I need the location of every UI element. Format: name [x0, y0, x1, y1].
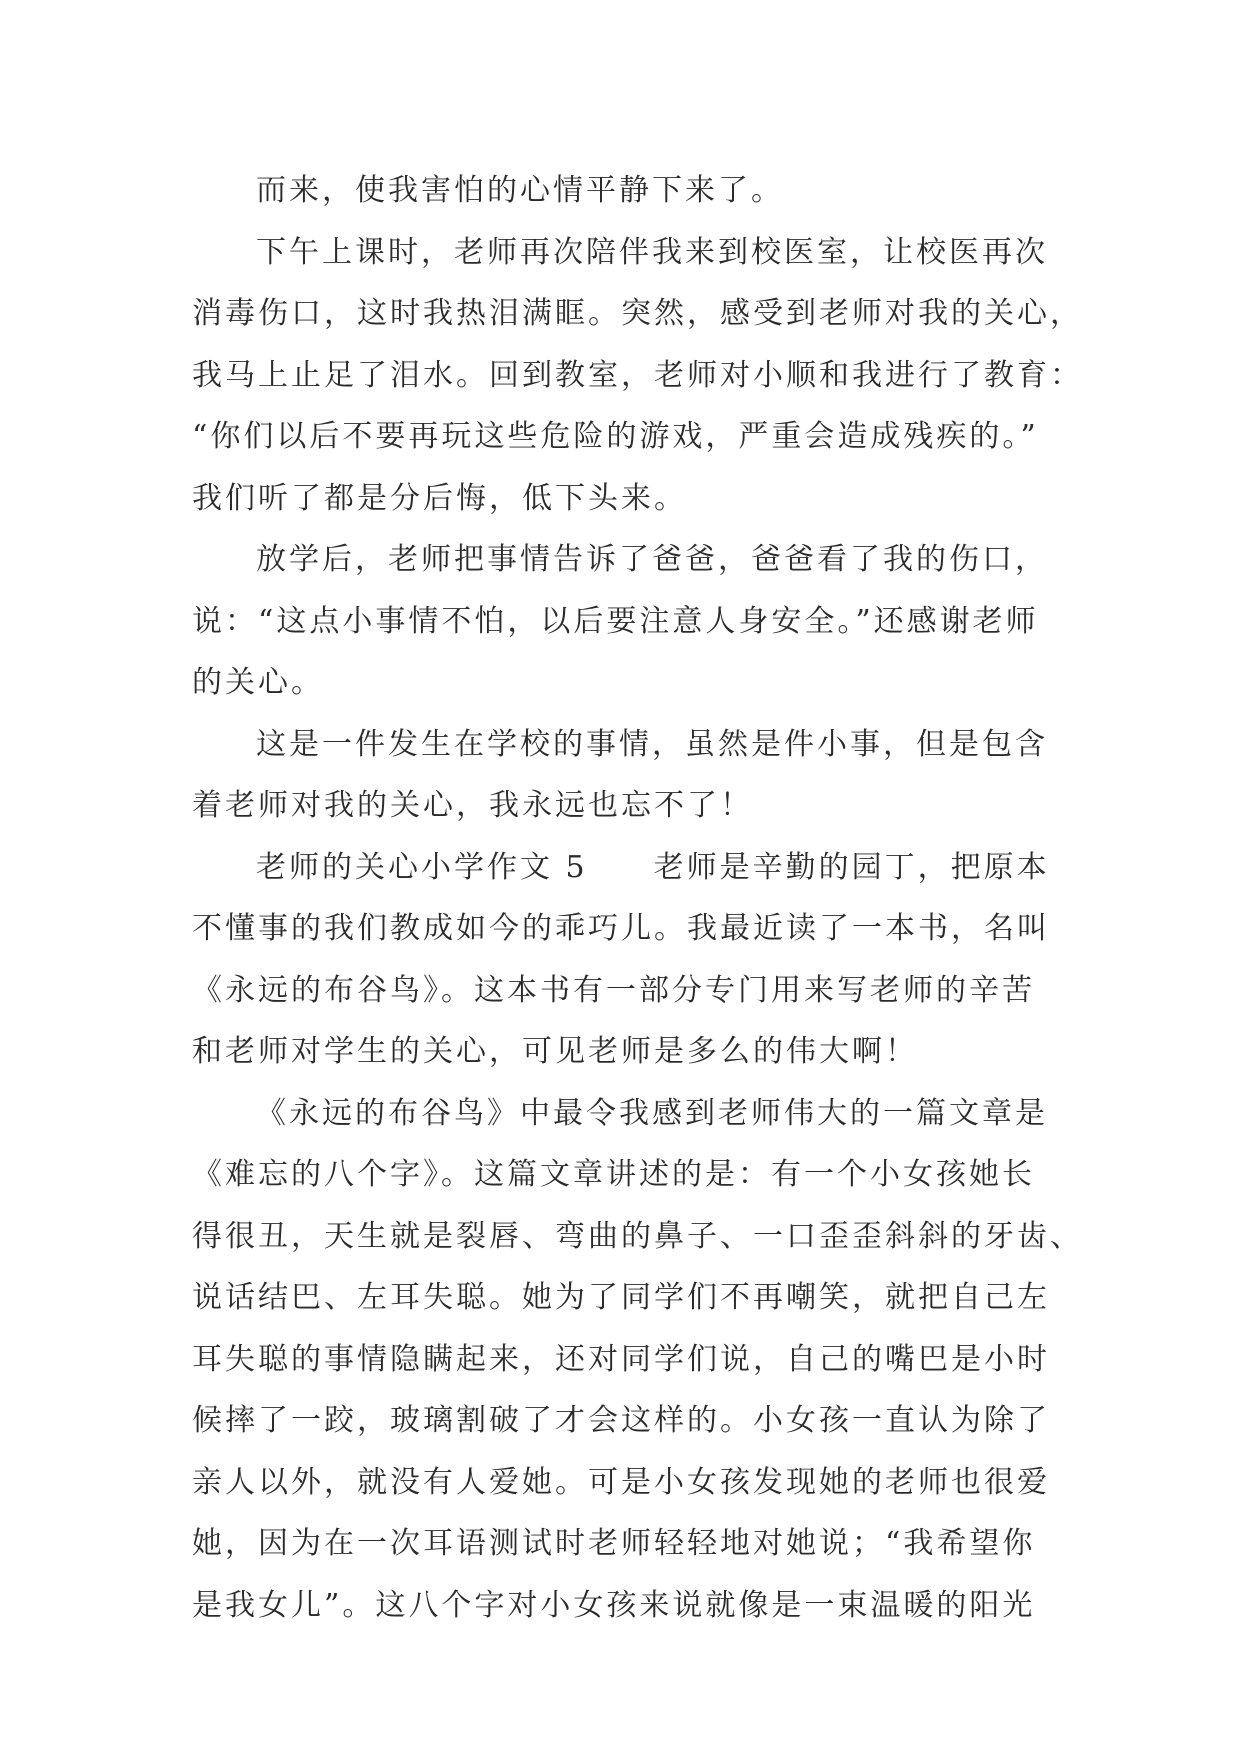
text-line: 和老师对学生的关心，可见老师是多么的伟大啊！	[192, 1034, 918, 1069]
text-line: 而来，使我害怕的心情平静下来了。	[256, 173, 784, 208]
text-line: 下午上课时，老师再次陪伴我来到校医室，让校医再次	[256, 234, 1048, 270]
text-line: 说：“这点小事情不怕，以后要注意人身安全。”还感谢老师	[192, 603, 1039, 639]
text-line: 说话结巴、左耳失聪。她为了同学们不再嘲笑，就把自己左	[192, 1280, 1050, 1315]
text-line: 候摔了一跤，玻璃割破了才会这样的。小女孩一直认为除了	[192, 1403, 1050, 1438]
text-line: 我马上止足了泪水。回到教室，老师对小顺和我进行了教育：	[192, 357, 1083, 393]
text-line: 是我女儿”。这八个字对小女孩来说就像是一束温暖的阳光	[192, 1587, 1036, 1623]
text-line: 这是一件发生在学校的事情，虽然是件小事，但是包含	[256, 726, 1048, 762]
text-line: 着老师对我的关心，我永远也忘不了！	[192, 788, 753, 823]
text-line: 《永远的布谷鸟》。这本书有一部分专门用来写老师的辛苦	[192, 972, 1035, 1008]
text-line: 放学后，老师把事情告诉了爸爸，爸爸看了我的伤口，	[256, 542, 1048, 577]
text-line: 《永远的布谷鸟》中最令我感到老师伟大的一篇文章是	[256, 1095, 1048, 1131]
text-line: 老师的关心小学作文 5 老师是辛勤的园丁，把原本	[256, 849, 1050, 885]
text-line: 《难忘的八个字》。这篇文章讲述的是：有一个小女孩她长	[192, 1157, 1035, 1192]
text-line: “你们以后不要再玩这些危险的游戏，严重会造成残疾的。”	[192, 419, 1039, 454]
text-line: 的关心。	[192, 665, 324, 700]
text-line: 不懂事的我们教成如今的乖巧儿。我最近读了一本书，名叫	[192, 911, 1050, 946]
text-line: 我们听了都是分后悔，低下头来。	[192, 480, 687, 516]
text-line: 亲人以外，就没有人爱她。可是小女孩发现她的老师也很爱	[192, 1464, 1050, 1500]
document-body	[192, 160, 1083, 1636]
text-line: 得很丑，天生就是裂唇、弯曲的鼻子、一口歪歪斜斜的牙齿、	[192, 1218, 1083, 1254]
text-line: 耳失聪的事情隐瞒起来，还对同学们说，自己的嘴巴是小时	[192, 1341, 1050, 1377]
text-line: 消毒伤口，这时我热泪满眶。突然，感受到老师对我的关心，	[192, 296, 1083, 331]
text-line: 她，因为在一次耳语测试时老师轻轻地对她说；“我希望你	[192, 1526, 1036, 1561]
